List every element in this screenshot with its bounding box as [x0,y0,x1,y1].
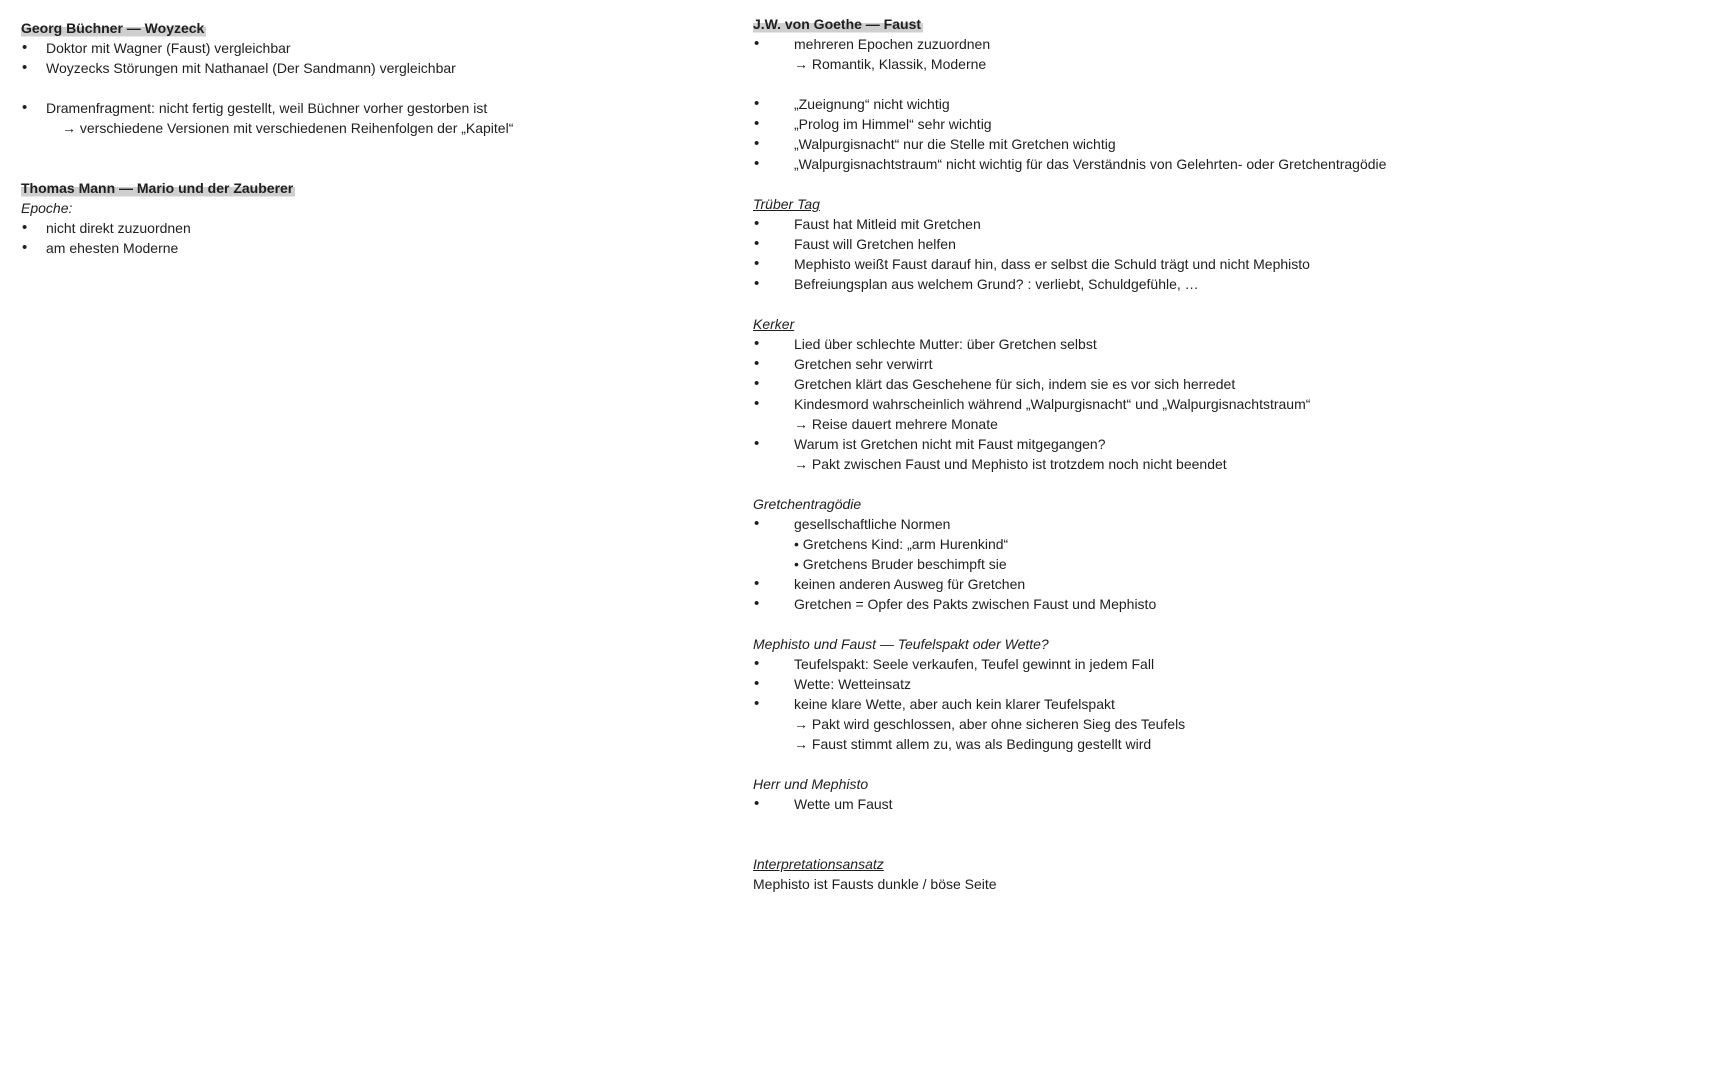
sub-item: • Gretchens Bruder beschimpft sie [794,556,1007,572]
faust-epochen-list [753,34,1653,54]
trueber-tag-list [753,214,1653,294]
sub-item: → verschiedene Versionen mit verschiedenen Reihenfolgen der „Kapitel“ [62,120,514,136]
gretchentragoedie-heading: Gretchentragödie [753,496,862,512]
kerker-section [753,314,1653,474]
kerker-list [753,334,1653,414]
list-item: • „Walpurgisnachtstraum“ nicht wichtig für das Verständnis von Gelehrten- oder Gretchentragödie [753,154,1653,174]
list-item: • Wette um Faust [753,794,1653,814]
herr-heading: Herr und Mephisto [753,776,869,792]
list-item: • Faust hat Mitleid mit Gretchen [753,214,1653,234]
list-item: • „Zueignung“ nicht wichtig [753,94,1653,114]
trueber-tag-heading: Trüber Tag [753,196,820,212]
faust-heading: J.W. von Goethe — Faust [753,16,922,32]
list-item: • keinen anderen Ausweg für Gretchen [753,574,1653,594]
sub-item: • Gretchens Kind: „arm Hurenkind“ [794,536,1009,552]
list-item: • mehreren Epochen zuzuordnen [753,34,1653,54]
list-item: • Gretchen sehr verwirrt [753,354,1653,374]
list-item: • „Walpurgisnacht“ nur die Stelle mit Gretchen wichtig [753,134,1653,154]
faust-list [753,94,1653,174]
interpretation-section [753,854,1653,894]
gretchentragoedie-list-2 [753,574,1653,614]
list-item: • Wette: Wetteinsatz [753,674,1653,694]
list-item: • gesellschaftliche Normen [753,514,1653,534]
woyzeck-list [21,38,701,78]
mann-heading: Thomas Mann — Mario und der Zauberer [21,180,294,196]
faust-section [753,14,1653,174]
list-item: • Warum ist Gretchen nicht mit Faust mitgegangen? [753,434,1653,454]
list-item: • Gretchen klärt das Geschehene für sich, indem sie es vor sich herredet [753,374,1653,394]
woyzeck-fragment-list [21,98,701,118]
sub-item: → Pakt zwischen Faust und Mephisto ist trotzdem noch nicht beendet [794,456,1227,472]
sub-item: → Pakt wird geschlossen, aber ohne sicheren Sieg des Teufels [794,716,1186,732]
woyzeck-section [21,18,701,138]
sub-item: → Romantik, Klassik, Moderne [794,56,987,72]
list-item: • „Prolog im Himmel“ sehr wichtig [753,114,1653,134]
list-item: • Gretchen = Opfer des Pakts zwischen Faust und Mephisto [753,594,1653,614]
list-item: • nicht direkt zuzuordnen [21,218,701,238]
pakt-heading: Mephisto und Faust — Teufelspakt oder Wette? [753,636,1049,652]
list-item: • Faust will Gretchen helfen [753,234,1653,254]
right-column [753,14,1653,894]
list-item: • Lied über schlechte Mutter: über Gretchen selbst [753,334,1653,354]
gretchentragoedie-list [753,514,1653,534]
list-item: • Teufelspakt: Seele verkaufen, Teufel gewinnt in jedem Fall [753,654,1653,674]
list-item: • am ehesten Moderne [21,238,701,258]
list-item: • Dramenfragment: nicht fertig gestellt, weil Büchner vorher gestorben ist [21,98,701,118]
interpretation-text: Mephisto ist Fausts dunkle / böse Seite [753,876,997,892]
woyzeck-heading: Georg Büchner — Woyzeck [21,20,205,36]
list-item: • Mephisto weißt Faust darauf hin, dass er selbst die Schuld trägt und nicht Mephisto [753,254,1653,274]
list-item: • Befreiungsplan aus welchem Grund? : verliebt, Schuldgefühle, … [753,274,1653,294]
kerker-list-2 [753,434,1653,454]
list-item: • keine klare Wette, aber auch kein klarer Teufelspakt [753,694,1653,714]
mann-list [21,218,701,258]
pakt-section [753,634,1653,754]
epoche-label: Epoche: [21,200,73,216]
list-item: • Woyzecks Störungen mit Nathanael (Der Sandmann) vergleichbar [21,58,701,78]
interpretation-heading: Interpretationsansatz [753,856,884,872]
pakt-list [753,654,1653,714]
list-item: • Doktor mit Wagner (Faust) vergleichbar [21,38,701,58]
kerker-heading: Kerker [753,316,795,332]
sub-item: → Faust stimmt allem zu, was als Bedingung gestellt wird [794,736,1152,752]
sub-item: → Reise dauert mehrere Monate [794,416,998,432]
gretchentragoedie-section [753,494,1653,614]
trueber-tag-section [753,194,1653,294]
herr-section [753,774,1653,814]
mann-section [21,178,701,258]
herr-list [753,794,1653,814]
list-item: • Kindesmord wahrscheinlich während „Walpurgisnacht“ und „Walpurgisnachtstraum“ [753,394,1653,414]
left-column [21,18,701,258]
